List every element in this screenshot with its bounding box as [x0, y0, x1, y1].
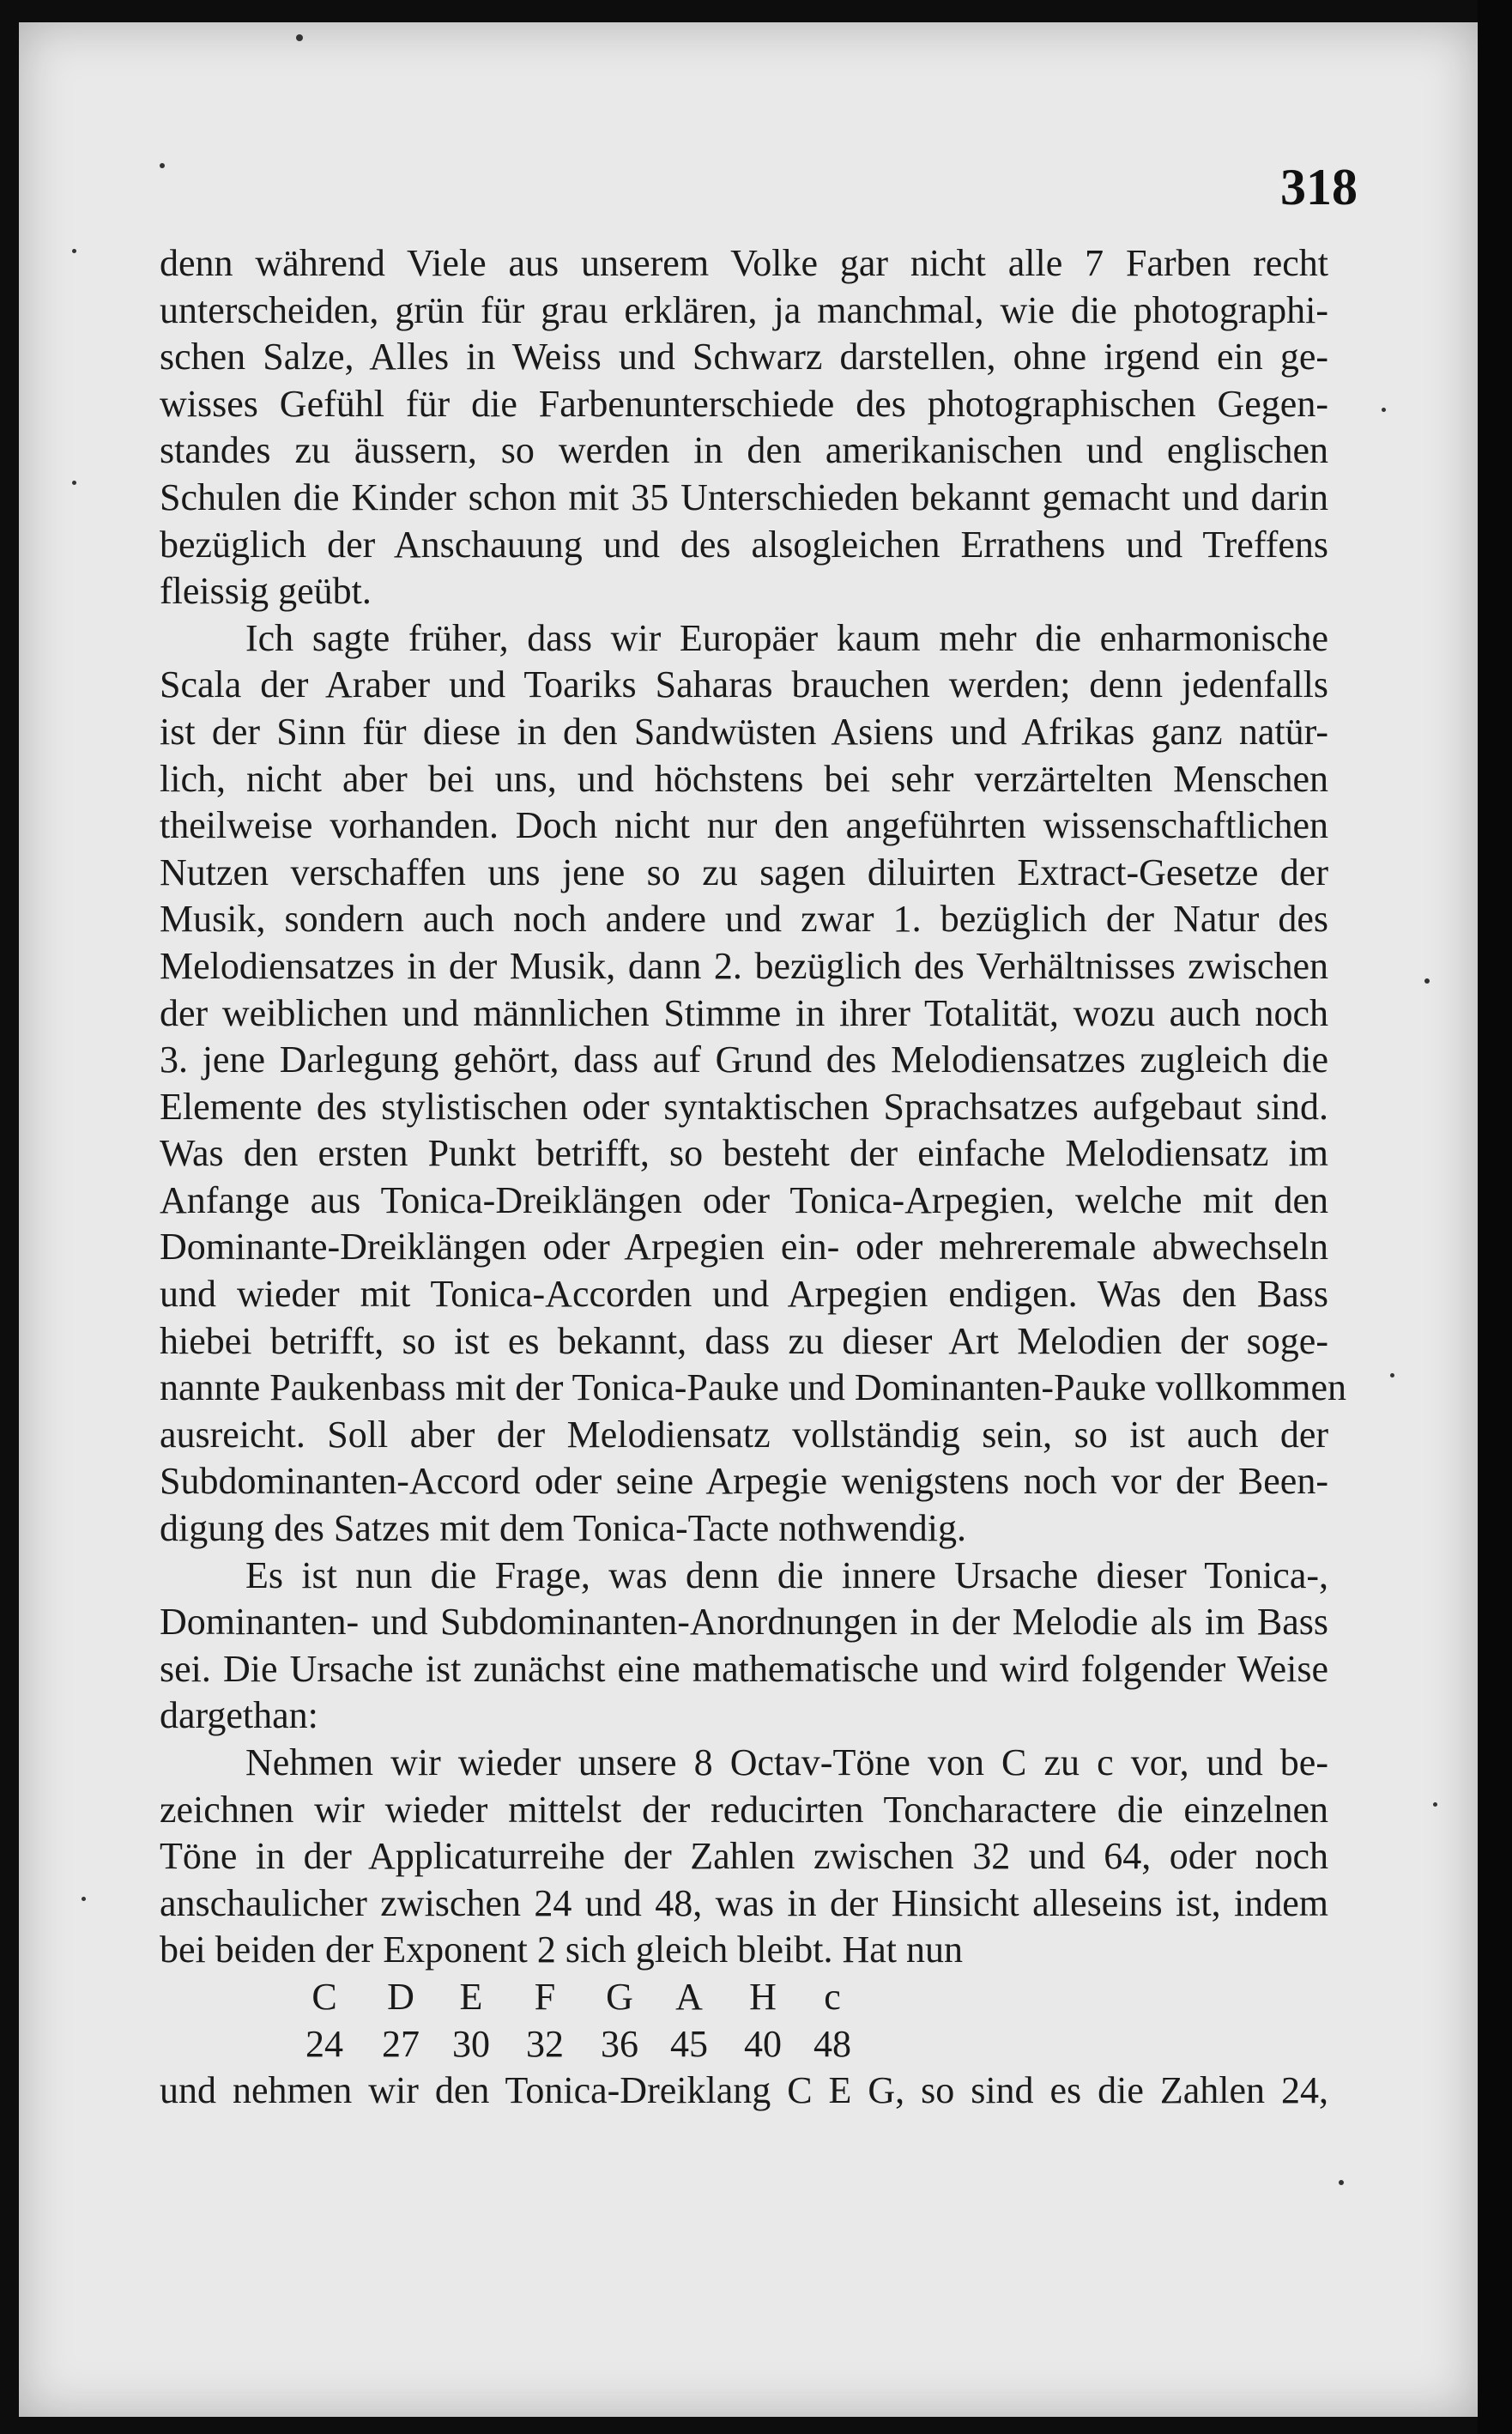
- text-line: Dominante-Dreiklängen oder Arpegien ein- oder mehreremale abwechseln: [160, 1226, 1328, 1268]
- text-line: zeichnen wir wieder mittelst der reducirten Toncharactere die einzelnen: [160, 1788, 1328, 1831]
- scan-speck: [160, 163, 165, 168]
- tone-name: D: [387, 1975, 414, 2018]
- paragraph: [160, 240, 1328, 615]
- scan-speck: [72, 481, 76, 485]
- scan-speck: [1382, 408, 1386, 412]
- text-line: Subdominanten-Accord oder seine Arpegie wenigstens noch vor der Been-: [160, 1460, 1328, 1503]
- text-line: fleissig geübt.: [160, 570, 372, 613]
- text-line: Anfange aus Tonica-Dreiklängen oder Tonica-Arpegien, welche mit den: [160, 1178, 1328, 1221]
- tone-table: [160, 1974, 1328, 2068]
- text-line: sei. Die Ursache ist zunächst eine mathematische und wird folgender Weise: [160, 1647, 1328, 1690]
- tone-name: F: [534, 1975, 556, 2018]
- text-line: lich, nicht aber bei uns, und höchstens bei sehr verzärtelten Menschen: [160, 757, 1328, 800]
- body-text: [160, 240, 1347, 2115]
- text-line: Dominanten- und Subdominanten-Anordnungen in der Melodie als im Bass: [160, 1601, 1328, 1644]
- scan-speck: [72, 249, 76, 253]
- text-line: Melodiensatzes in der Musik, dann 2. bezüglich des Verhältnisses zwischen: [160, 944, 1328, 987]
- tone-value: 45: [670, 2022, 708, 2065]
- text-line: schen Salze, Alles in Weiss und Schwarz darstellen, ohne irgend ein ge-: [160, 336, 1328, 378]
- scan-speck: [1390, 1373, 1394, 1377]
- text-line: digung des Satzes mit dem Tonica-Tacte nothwendig.: [160, 1507, 967, 1550]
- text-line: Nutzen verschaffen uns jene so zu sagen diluirten Extract-Gesetze der: [160, 851, 1328, 893]
- text-line: wisses Gefühl für die Farbenunterschiede des photographischen Gegen-: [160, 382, 1328, 425]
- tone-value: 27: [382, 2022, 420, 2065]
- scan-speck: [1424, 978, 1430, 984]
- final-text-line: und nehmen wir den Tonica-Dreiklang C E G, so sind es die Zahlen 24,: [160, 2069, 1328, 2112]
- text-line: Es ist nun die Frage, was denn die innere Ursache dieser Tonica-,: [245, 1553, 1328, 1596]
- scan-speck: [1339, 2180, 1344, 2185]
- scan-dark-edge: [1478, 0, 1512, 2434]
- text-line: Was den ersten Punkt betrifft, so besteht der einfache Melodiensatz im: [160, 1132, 1328, 1175]
- text-line: bezüglich der Anschauung und des alsogleichen Errathens und Treffens: [160, 523, 1328, 566]
- text-line: anschaulicher zwischen 24 und 48, was in der Hinsicht alleseins ist, indem: [160, 1881, 1328, 1924]
- tone-name: G: [606, 1975, 633, 2018]
- text-line: standes zu äussern, so werden in den amerikanischen und englischen: [160, 429, 1328, 472]
- tone-name: C: [311, 1975, 337, 2018]
- tone-value: 36: [601, 2022, 638, 2065]
- text-line: unterscheiden, grün für grau erklären, ja manchmal, wie die photographi-: [160, 288, 1328, 331]
- tone-names-row: [160, 1974, 1328, 2021]
- text-line: ausreicht. Soll aber der Melodiensatz vollständig sein, so ist auch der: [160, 1413, 1328, 1456]
- tone-value: 24: [305, 2022, 343, 2065]
- text-line: theilweise vorhanden. Doch nicht nur den angeführten wissenschaftlichen: [160, 804, 1328, 847]
- tone-value: 40: [744, 2022, 782, 2065]
- text-line: Töne in der Applicaturreihe der Zahlen zwischen 32 und 64, oder noch: [160, 1835, 1328, 1878]
- paragraph: [160, 1553, 1328, 1740]
- page-number: 318: [1280, 159, 1358, 215]
- text-line: und wieder mit Tonica-Accorden und Arpegien endigen. Was den Bass: [160, 1273, 1328, 1316]
- scan-speck: [296, 34, 303, 41]
- paragraph: [160, 1740, 1328, 1974]
- tone-value: 32: [526, 2022, 564, 2065]
- tone-name: E: [459, 1975, 483, 2018]
- text-line: Musik, sondern auch noch andere und zwar 1. bezüglich der Natur des: [160, 898, 1328, 941]
- text-line: dargethan:: [160, 1694, 318, 1737]
- text-line: denn während Viele aus unserem Volke gar nicht alle 7 Farben recht: [160, 242, 1328, 284]
- text-line: Elemente des stylistischen oder syntaktischen Sprachsatzes aufgebaut sind.: [160, 1085, 1328, 1128]
- text-line: Schulen die Kinder schon mit 35 Unterschieden bekannt gemacht und darin: [160, 475, 1328, 518]
- text-line: hiebei betrifft, so ist es bekannt, dass zu dieser Art Melodien der soge-: [160, 1319, 1328, 1362]
- text-line: 3. jene Darlegung gehört, dass auf Grund des Melodiensatzes zugleich die: [160, 1038, 1328, 1081]
- paragraph: [160, 615, 1347, 1553]
- text-line: bei beiden der Exponent 2 sich gleich bleibt. Hat nun: [160, 1928, 963, 1971]
- scan-speck: [82, 1897, 86, 1901]
- text-line: ist der Sinn für diese in den Sandwüsten Asiens und Afrikas ganz natür-: [160, 710, 1328, 753]
- tone-name: H: [749, 1975, 777, 2018]
- text-line: nannte Paukenbass mit der Tonica-Pauke und Dominanten-Pauke vollkommen: [160, 1366, 1347, 1409]
- text-line: Scala der Araber und Toariks Saharas brauchen werden; denn jedenfalls: [160, 663, 1328, 706]
- tone-value: 48: [813, 2022, 851, 2065]
- tone-name: A: [675, 1975, 703, 2018]
- tone-name: c: [824, 1975, 841, 2018]
- scan-speck: [1433, 1802, 1437, 1807]
- tone-values-row: [160, 2021, 1328, 2068]
- tone-value: 30: [452, 2022, 490, 2065]
- text-line: Nehmen wir wieder unsere 8 Octav-Töne von C zu c vor, und be-: [245, 1741, 1328, 1783]
- text-line: der weiblichen und männlichen Stimme in ihrer Totalität, wozu auch noch: [160, 991, 1328, 1034]
- text-line: Ich sagte früher, dass wir Europäer kaum mehr die enharmonische: [245, 616, 1328, 659]
